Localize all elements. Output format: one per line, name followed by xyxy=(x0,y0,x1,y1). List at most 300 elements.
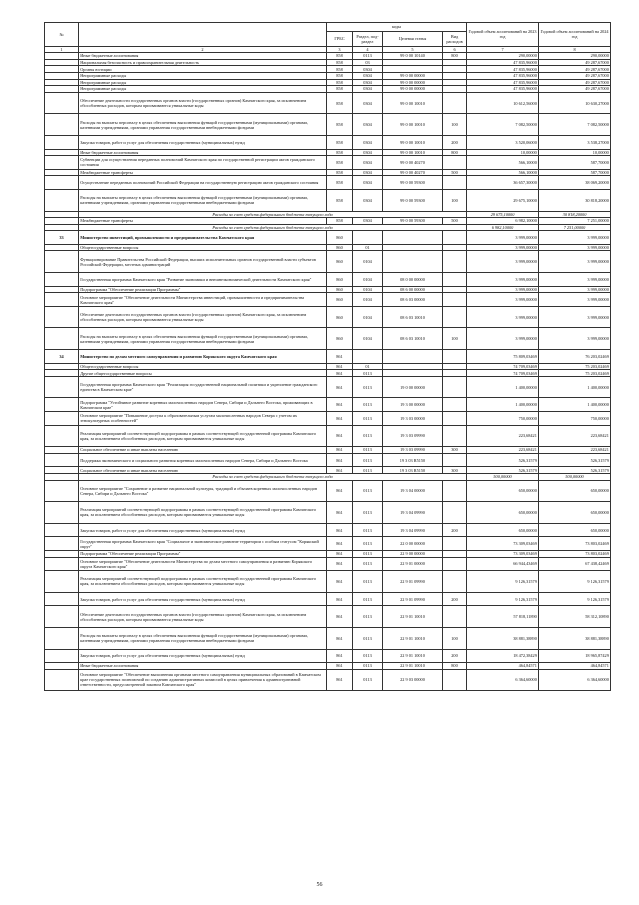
row-grbs: 860 xyxy=(327,273,353,287)
row-razdel: 0304 xyxy=(353,149,383,156)
row-razdel: 0304 xyxy=(353,218,383,225)
row-target-article: 99 0 00 59300 xyxy=(383,189,443,211)
row-expense-type xyxy=(443,86,467,93)
table-row xyxy=(45,273,611,287)
table-row xyxy=(45,425,611,447)
note-spacer xyxy=(45,211,79,218)
row-grbs: 858 xyxy=(327,79,353,86)
row-name: Обеспечение деятельности государственных органов власти (государственных органов) Камчатского края, за исключением обособленных расходов, которым присваиваются уникальные коды xyxy=(79,306,327,328)
row-number xyxy=(45,412,79,426)
table-row xyxy=(45,286,611,293)
note-text: Расходы за счет средств федерального бюджета текущего года xyxy=(79,224,467,231)
row-grbs: 861 xyxy=(327,606,353,628)
note-amount-2023: 6 982,10000 xyxy=(467,224,539,231)
row-target-article: 22 9 01 09990 xyxy=(383,571,443,593)
row-amount-2023: 3 999,00000 xyxy=(467,273,539,287)
row-amount-2024: 9 126,31579 xyxy=(539,592,611,606)
table-row xyxy=(45,328,611,350)
row-amount-2024: 18 965,87429 xyxy=(539,649,611,663)
row-amount-2024: 650,00000 xyxy=(539,480,611,502)
row-grbs: 858 xyxy=(327,59,353,66)
row-number xyxy=(45,251,79,273)
row-name: Субвенции для осуществления переданных полномочий Камчатского края по государственной регистрации актов гражданского состояния xyxy=(79,156,327,170)
row-grbs: 861 xyxy=(327,398,353,412)
row-target-article: 19 3 03 R5150 xyxy=(383,467,443,474)
row-name: Закупка товаров, работ и услуг для обеспечения государственных (муниципальных) нужд xyxy=(79,135,327,149)
row-amount-2023: 3 520,06000 xyxy=(467,135,539,149)
row-number xyxy=(45,592,79,606)
row-target-article: 08 6 03 10010 xyxy=(383,328,443,350)
row-amount-2024: 650,00000 xyxy=(539,523,611,537)
row-name: Непрограммные расходы xyxy=(79,86,327,93)
row-name: Расходы на выплаты персоналу в целях обеспечения выполнения функций государственными (муниципальными) органами, казенными учреждениями, органами управления государственными внебюджетными фондами xyxy=(79,627,327,649)
row-name: Государственная программа Камчатского края "Реализация государственной национальной политики и укрепление гражданского единства в Камчатском крае" xyxy=(79,376,327,398)
row-grbs: 861 xyxy=(327,376,353,398)
row-amount-2023: 74 709,03469 xyxy=(467,363,539,370)
table-row xyxy=(45,571,611,593)
row-amount-2023: 47 835,96000 xyxy=(467,79,539,86)
row-amount-2023: 7 082,50000 xyxy=(467,114,539,136)
row-target-article: 08 6 03 00000 xyxy=(383,293,443,307)
row-name: Закупка товаров, работ и услуг для обеспечения государственных (муниципальных) нужд xyxy=(79,649,327,663)
row-expense-type: 200 xyxy=(443,135,467,149)
row-amount-2023: 9 126,31579 xyxy=(467,592,539,606)
row-amount-2024: 10,00000 xyxy=(539,149,611,156)
row-razdel: 0104 xyxy=(353,328,383,350)
row-name: Обеспечение деятельности государственных органов власти (государственных органов) Камчатского края, за исключением обособленных расходов, которым присваиваются уникальные коды xyxy=(79,92,327,114)
row-grbs: 861 xyxy=(327,663,353,670)
row-target-article: 19 3 04 09990 xyxy=(383,502,443,524)
row-target-article: 08 0 00 00000 xyxy=(383,273,443,287)
header-2024: Годовой объем ассигнований на 2024 год xyxy=(539,23,611,47)
row-number xyxy=(45,425,79,447)
row-amount-2023: 3 999,00000 xyxy=(467,293,539,307)
row-number xyxy=(45,571,79,593)
note-amount-2024: 7 251,00000 xyxy=(539,224,611,231)
row-target-article xyxy=(383,251,443,273)
row-number xyxy=(45,293,79,307)
row-expense-type xyxy=(443,66,467,73)
row-amount-2024: 6 364,60000 xyxy=(539,669,611,691)
row-grbs: 860 xyxy=(327,306,353,328)
row-number xyxy=(45,376,79,398)
note-text: Расходы за счет средств федерального бюджета текущего года xyxy=(79,211,467,218)
row-amount-2024: 3 999,00000 xyxy=(539,328,611,350)
row-expense-type xyxy=(443,412,467,426)
row-amount-2024: 223,68421 xyxy=(539,447,611,454)
row-grbs: 858 xyxy=(327,92,353,114)
row-grbs: 861 xyxy=(327,480,353,502)
row-expense-type xyxy=(443,293,467,307)
row-grbs: 860 xyxy=(327,286,353,293)
row-grbs: 861 xyxy=(327,467,353,474)
row-target-article: 99 0 00 00000 xyxy=(383,72,443,79)
row-amount-2024: 3 999,00000 xyxy=(539,251,611,273)
row-name: Социальное обеспечение и иные выплаты населению xyxy=(79,447,327,454)
row-razdel: 0113 xyxy=(353,447,383,454)
row-name: Иные бюджетные ассигнования xyxy=(79,663,327,670)
column-number-cell: 7 xyxy=(467,46,539,53)
header-name xyxy=(79,23,327,47)
note-row xyxy=(45,224,611,231)
row-expense-type xyxy=(443,176,467,190)
row-amount-2023: 3 999,00000 xyxy=(467,306,539,328)
row-grbs: 858 xyxy=(327,114,353,136)
row-number xyxy=(45,502,79,524)
row-grbs: 858 xyxy=(327,72,353,79)
row-name: Межбюджетные трансферты xyxy=(79,218,327,225)
row-target-article: 22 9 01 10010 xyxy=(383,606,443,628)
row-number xyxy=(45,149,79,156)
row-expense-type: 100 xyxy=(443,328,467,350)
row-target-article: 19 3 03 R5150 xyxy=(383,453,443,467)
row-name: Национальная безопасность и правоохранительная деятельность xyxy=(79,59,327,66)
row-expense-type: 800 xyxy=(443,149,467,156)
row-razdel: 01 xyxy=(353,363,383,370)
row-amount-2023: 36 657,30000 xyxy=(467,176,539,190)
row-amount-2024: 3 538,27000 xyxy=(539,135,611,149)
row-number: 34 xyxy=(45,350,79,364)
row-grbs: 861 xyxy=(327,350,353,364)
row-grbs: 858 xyxy=(327,218,353,225)
row-number xyxy=(45,218,79,225)
row-amount-2023: 6 364,60000 xyxy=(467,669,539,691)
row-name: Функционирование Правительства Российской Федерации, высших исполнительных органов государственной власти субъектов Российской Федерации, местных администраций xyxy=(79,251,327,273)
table-row xyxy=(45,53,611,60)
row-number xyxy=(45,135,79,149)
row-amount-2023: 38 881,38890 xyxy=(467,627,539,649)
row-expense-type xyxy=(443,537,467,551)
row-amount-2024: 1 400,00000 xyxy=(539,398,611,412)
row-amount-2023: 47 835,96000 xyxy=(467,72,539,79)
table-row xyxy=(45,156,611,170)
row-amount-2023: 3 999,00000 xyxy=(467,231,539,245)
table-row xyxy=(45,627,611,649)
row-amount-2023: 3 999,00000 xyxy=(467,328,539,350)
row-name: Расходы на выплаты персоналу в целях обеспечения выполнения функций государственными (муниципальными) органами, казенными учреждениями, органами управления государственными внебюджетными фондами xyxy=(79,328,327,350)
note-row xyxy=(45,211,611,218)
table-row xyxy=(45,231,611,245)
row-amount-2023: 223,68421 xyxy=(467,447,539,454)
row-number xyxy=(45,286,79,293)
row-name: Иные бюджетные ассигнования xyxy=(79,53,327,60)
row-amount-2024: 73 803,02469 xyxy=(539,537,611,551)
row-amount-2024: 464,84571 xyxy=(539,663,611,670)
row-number xyxy=(45,649,79,663)
row-target-article: 99 0 00 10010 xyxy=(383,114,443,136)
row-number xyxy=(45,273,79,287)
row-number xyxy=(45,114,79,136)
row-amount-2023: 73 309,03469 xyxy=(467,550,539,557)
row-razdel: 0304 xyxy=(353,79,383,86)
row-number xyxy=(45,453,79,467)
row-expense-type: 200 xyxy=(443,592,467,606)
row-name: Другие общегосударственные вопросы xyxy=(79,370,327,377)
row-expense-type xyxy=(443,550,467,557)
row-amount-2023: 10 612,56000 xyxy=(467,92,539,114)
note-amount-2024: 500,00000 xyxy=(539,473,611,480)
row-razdel: 0113 xyxy=(353,412,383,426)
row-expense-type: 100 xyxy=(443,627,467,649)
table-row xyxy=(45,59,611,66)
row-name: Социальное обеспечение и иные выплаты населению xyxy=(79,467,327,474)
row-grbs: 861 xyxy=(327,363,353,370)
row-amount-2023: 57 818,11890 xyxy=(467,606,539,628)
row-target-article: 99 0 00 00000 xyxy=(383,86,443,93)
row-grbs: 861 xyxy=(327,592,353,606)
row-name: Основное мероприятие "Сохранение и развитие национальной культуры, традиций и обычаев коренных малочисленных народов Севера, Сибири и Дальнего Востока" xyxy=(79,480,327,502)
row-number xyxy=(45,669,79,691)
row-number xyxy=(45,86,79,93)
note-row xyxy=(45,473,611,480)
row-expense-type xyxy=(443,370,467,377)
row-target-article: 19 3 04 09990 xyxy=(383,523,443,537)
column-number-cell: 1 xyxy=(45,46,79,53)
row-expense-type xyxy=(443,669,467,691)
row-number xyxy=(45,328,79,350)
row-amount-2023: 10,00000 xyxy=(467,149,539,156)
row-amount-2024: 75 203,02469 xyxy=(539,363,611,370)
note-amount-2023: 500,00000 xyxy=(467,473,539,480)
row-amount-2023: 29 675,10000 xyxy=(467,189,539,211)
row-grbs: 861 xyxy=(327,571,353,593)
row-amount-2024: 526,31579 xyxy=(539,453,611,467)
row-amount-2023: 1 400,00000 xyxy=(467,376,539,398)
row-number xyxy=(45,480,79,502)
row-target-article xyxy=(383,244,443,251)
table-row xyxy=(45,86,611,93)
row-razdel: 03 xyxy=(353,59,383,66)
table-row xyxy=(45,663,611,670)
row-target-article: 19 3 03 00000 xyxy=(383,412,443,426)
header-codes-group: коды xyxy=(327,23,467,32)
row-grbs: 861 xyxy=(327,412,353,426)
row-expense-type xyxy=(443,72,467,79)
row-razdel: 0304 xyxy=(353,66,383,73)
row-amount-2023: 223,68421 xyxy=(467,425,539,447)
table-row xyxy=(45,149,611,156)
column-number-cell: 3 xyxy=(327,46,353,53)
row-name: Непрограммные расходы xyxy=(79,79,327,86)
row-grbs: 861 xyxy=(327,425,353,447)
page-number: 56 xyxy=(316,882,323,888)
row-grbs: 861 xyxy=(327,447,353,454)
row-name: Подпрограмма "Устойчивое развитие коренных малочисленных народов Севера, Сибири и Дальнего Востока, проживающих в Камчатском крае" xyxy=(79,398,327,412)
row-amount-2023: 3 999,00000 xyxy=(467,244,539,251)
row-number xyxy=(45,537,79,551)
row-amount-2023: 566,10000 xyxy=(467,156,539,170)
table-row xyxy=(45,92,611,114)
row-razdel xyxy=(353,350,383,364)
row-number xyxy=(45,467,79,474)
row-target-article xyxy=(383,370,443,377)
row-razdel: 0304 xyxy=(353,189,383,211)
row-target-article: 19 3 00 00000 xyxy=(383,398,443,412)
row-expense-type xyxy=(443,244,467,251)
row-amount-2023: 6 982,10000 xyxy=(467,218,539,225)
row-name: Государственная программа Камчатского края "Развитие экономики и внешнеэкономической деятельности Камчатского края" xyxy=(79,273,327,287)
row-amount-2024: 3 999,00000 xyxy=(539,286,611,293)
row-name: Расходы на выплаты персоналу в целях обеспечения выполнения функций государственными (муниципальными) органами, казенными учреждениями, органами управления государственными внебюджетными фондами xyxy=(79,189,327,211)
note-spacer xyxy=(45,473,79,480)
row-amount-2024: 3 999,00000 xyxy=(539,306,611,328)
table-row xyxy=(45,114,611,136)
table-row xyxy=(45,669,611,691)
table-row xyxy=(45,606,611,628)
row-razdel: 0113 xyxy=(353,523,383,537)
table-row xyxy=(45,79,611,86)
row-target-article xyxy=(383,363,443,370)
table-row xyxy=(45,592,611,606)
header-razdel: Раздел, под-раздел xyxy=(353,31,383,46)
row-grbs: 858 xyxy=(327,149,353,156)
row-target-article: 22 9 01 00000 xyxy=(383,557,443,571)
row-razdel: 0113 xyxy=(353,592,383,606)
table-row xyxy=(45,72,611,79)
row-target-article: 99 0 00 00000 xyxy=(383,79,443,86)
row-razdel: 0113 xyxy=(353,669,383,691)
row-razdel: 0113 xyxy=(353,53,383,60)
row-target-article: 99 0 00 59300 xyxy=(383,176,443,190)
row-grbs: 861 xyxy=(327,453,353,467)
row-expense-type xyxy=(443,59,467,66)
row-name: Общегосударственные вопросы xyxy=(79,363,327,370)
row-expense-type xyxy=(443,480,467,502)
row-name: Реализация мероприятий соответствующей подпрограммы в рамках соответствующей государственной программы Камчатского края, за исключением обособленных расходов, которым присваиваются уникальные коды xyxy=(79,425,327,447)
row-amount-2024: 49 287,67000 xyxy=(539,79,611,86)
row-grbs: 858 xyxy=(327,135,353,149)
row-grbs: 858 xyxy=(327,53,353,60)
row-amount-2024: 49 287,67000 xyxy=(539,72,611,79)
budget-table xyxy=(44,22,611,691)
row-number xyxy=(45,370,79,377)
row-number xyxy=(45,523,79,537)
row-number xyxy=(45,550,79,557)
row-amount-2024: 1 400,00000 xyxy=(539,376,611,398)
row-target-article: 19 3 04 00000 xyxy=(383,480,443,502)
row-amount-2023: 73 309,03469 xyxy=(467,537,539,551)
row-grbs: 861 xyxy=(327,370,353,377)
row-expense-type: 500 xyxy=(443,218,467,225)
row-number xyxy=(45,156,79,170)
row-amount-2024: 526,31579 xyxy=(539,467,611,474)
row-grbs: 858 xyxy=(327,169,353,176)
row-name: Подпрограмма "Обеспечение реализации Программы" xyxy=(79,550,327,557)
row-amount-2023: 650,00000 xyxy=(467,480,539,502)
row-target-article: 22 9 01 10010 xyxy=(383,663,443,670)
row-target-article: 08 6 03 10010 xyxy=(383,306,443,328)
row-razdel: 0304 xyxy=(353,72,383,79)
row-amount-2023: 650,00000 xyxy=(467,523,539,537)
table-row xyxy=(45,467,611,474)
row-name: Основное мероприятие "Обеспечение деятельности Министерства инвестиций, промышленности и предпринимательства Камчатского края" xyxy=(79,293,327,307)
row-amount-2024: 73 803,02469 xyxy=(539,550,611,557)
row-target-article: 19 3 03 09990 xyxy=(383,447,443,454)
row-razdel: 0113 xyxy=(353,467,383,474)
row-grbs: 860 xyxy=(327,293,353,307)
row-razdel: 0304 xyxy=(353,169,383,176)
row-name: Подпрограмма "Обеспечение реализации Программы" xyxy=(79,286,327,293)
header-target-article: Целевая статья xyxy=(383,31,443,46)
row-target-article xyxy=(383,66,443,73)
row-amount-2024: 38 069,20000 xyxy=(539,176,611,190)
row-name: Непрограммные расходы xyxy=(79,72,327,79)
row-number xyxy=(45,59,79,66)
table-row xyxy=(45,502,611,524)
table-row xyxy=(45,218,611,225)
row-razdel: 0113 xyxy=(353,370,383,377)
row-expense-type xyxy=(443,273,467,287)
row-amount-2023: 650,00000 xyxy=(467,502,539,524)
row-expense-type: 200 xyxy=(443,649,467,663)
row-name: Министерство инвестиций, промышленности и предпринимательства Камчатского края xyxy=(79,231,327,245)
row-grbs: 861 xyxy=(327,550,353,557)
row-razdel: 0304 xyxy=(353,114,383,136)
row-expense-type xyxy=(443,286,467,293)
row-target-article: 08 6 00 00000 xyxy=(383,286,443,293)
row-expense-type: 100 xyxy=(443,189,467,211)
row-grbs: 860 xyxy=(327,244,353,251)
row-name: Общегосударственные вопросы xyxy=(79,244,327,251)
row-expense-type: 300 xyxy=(443,447,467,454)
row-amount-2024: 3 999,00000 xyxy=(539,273,611,287)
row-number xyxy=(45,627,79,649)
row-amount-2024: 38 881,38890 xyxy=(539,627,611,649)
row-razdel: 0113 xyxy=(353,502,383,524)
row-razdel: 0113 xyxy=(353,398,383,412)
row-name: Реализация мероприятий соответствующей подпрограммы в рамках соответствующей государственной программы Камчатского края, за исключением обособленных расходов, которым присваиваются уникальные коды xyxy=(79,502,327,524)
row-target-article: 19 0 00 00000 xyxy=(383,376,443,398)
note-text: Расходы за счет средств федерального бюджета текущего года xyxy=(79,473,467,480)
row-number xyxy=(45,72,79,79)
row-name: Основное мероприятие "Обеспечение деятельности Министерства по делам местного самоуправления и развитию Корякского округа Камчатского края" xyxy=(79,557,327,571)
row-razdel: 0113 xyxy=(353,480,383,502)
row-number xyxy=(45,79,79,86)
row-amount-2023: 526,31579 xyxy=(467,467,539,474)
table-body xyxy=(45,53,611,691)
row-target-article: 99 0 00 40270 xyxy=(383,169,443,176)
table-row xyxy=(45,376,611,398)
row-number xyxy=(45,92,79,114)
row-amount-2024: 76 203,02469 xyxy=(539,350,611,364)
row-grbs: 860 xyxy=(327,231,353,245)
row-amount-2023: 290,00000 xyxy=(467,53,539,60)
row-grbs: 858 xyxy=(327,189,353,211)
row-amount-2024: 75 203,02469 xyxy=(539,370,611,377)
row-amount-2024: 49 287,67000 xyxy=(539,59,611,66)
row-number xyxy=(45,363,79,370)
row-name: Органы юстиции xyxy=(79,66,327,73)
row-expense-type: 800 xyxy=(443,53,467,60)
row-amount-2024: 49 287,67000 xyxy=(539,86,611,93)
row-target-article: 19 3 03 09990 xyxy=(383,425,443,447)
row-amount-2023: 9 126,31579 xyxy=(467,571,539,593)
row-amount-2023: 3 999,00000 xyxy=(467,286,539,293)
budget-table-page xyxy=(44,22,610,691)
column-number-cell: 5 xyxy=(383,46,443,53)
row-name: Основное мероприятие "Повышение доступа к образовательным услугам малочисленных народов Севера с учетом их этнокультурных особенностей" xyxy=(79,412,327,426)
row-target-article: 99 0 00 10010 xyxy=(383,92,443,114)
row-amount-2024: 9 126,31579 xyxy=(539,571,611,593)
row-expense-type xyxy=(443,350,467,364)
row-number xyxy=(45,244,79,251)
row-amount-2024: 223,68421 xyxy=(539,425,611,447)
table-row xyxy=(45,363,611,370)
table-row xyxy=(45,306,611,328)
header-no: № xyxy=(45,23,79,47)
row-amount-2023: 74 709,03469 xyxy=(467,370,539,377)
row-amount-2024: 49 287,67000 xyxy=(539,66,611,73)
